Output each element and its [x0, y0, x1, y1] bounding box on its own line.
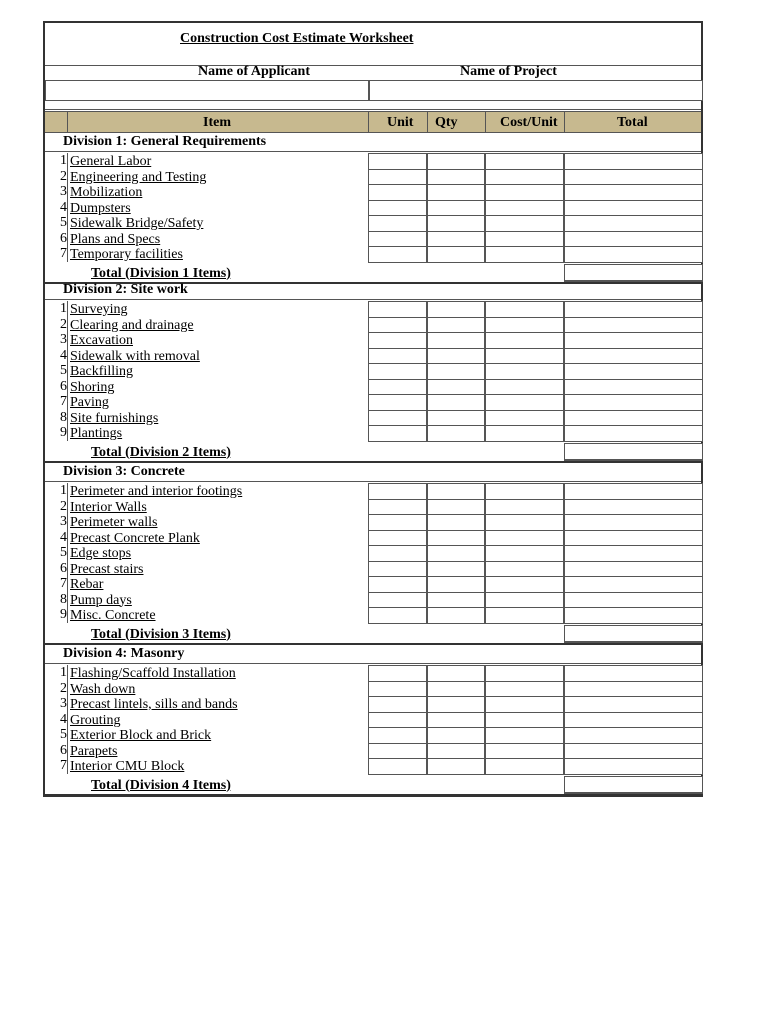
- col-unit: Unit: [387, 115, 414, 130]
- cost-unit-cell[interactable]: [485, 530, 564, 547]
- cost-unit-cell[interactable]: [485, 425, 564, 442]
- item-label: Perimeter and interior footings: [70, 484, 243, 499]
- unit-cell[interactable]: [368, 514, 427, 531]
- item-number: 7: [60, 758, 67, 773]
- total-cell[interactable]: [564, 184, 703, 201]
- cost-unit-cell[interactable]: [485, 499, 564, 516]
- table-row: [45, 576, 701, 592]
- qty-cell[interactable]: [427, 727, 485, 744]
- item-number: 6: [60, 378, 67, 394]
- item-number: 3: [60, 184, 67, 199]
- qty-cell[interactable]: [427, 379, 485, 396]
- total-cell[interactable]: [564, 545, 703, 562]
- cost-unit-cell[interactable]: [485, 301, 564, 318]
- total-cell[interactable]: [564, 727, 703, 744]
- cost-unit-cell[interactable]: [485, 169, 564, 186]
- qty-cell[interactable]: [427, 743, 485, 760]
- item-label: Exterior Block and Brick: [70, 728, 212, 743]
- unit-cell[interactable]: [368, 530, 427, 547]
- cost-unit-cell[interactable]: [485, 665, 564, 682]
- total-cell[interactable]: [564, 743, 703, 760]
- total-cell[interactable]: [564, 696, 703, 713]
- cost-unit-cell[interactable]: [485, 394, 564, 411]
- item-label: Surveying: [70, 302, 128, 317]
- qty-cell[interactable]: [427, 592, 485, 609]
- cost-unit-cell[interactable]: [485, 743, 564, 760]
- total-cell[interactable]: [564, 348, 703, 365]
- unit-cell[interactable]: [368, 499, 427, 516]
- total-cell[interactable]: [564, 246, 703, 263]
- total-cell[interactable]: [564, 530, 703, 547]
- total-cell[interactable]: [564, 561, 703, 578]
- column-header-row: [45, 111, 701, 133]
- divider: [45, 299, 701, 300]
- item-number: 5: [60, 545, 67, 560]
- cost-unit-cell[interactable]: [485, 200, 564, 217]
- item-number: 1: [60, 483, 67, 498]
- item-number: 2: [60, 168, 67, 184]
- unit-cell[interactable]: [368, 301, 427, 318]
- project-label: Name of Project: [460, 64, 557, 79]
- worksheet-title: Construction Cost Estimate Worksheet: [180, 31, 414, 46]
- item-number: 6: [60, 230, 67, 246]
- cost-unit-cell[interactable]: [485, 379, 564, 396]
- table-row: [45, 200, 701, 216]
- table-row: [45, 592, 701, 608]
- cost-unit-cell[interactable]: [485, 561, 564, 578]
- total-cell[interactable]: [564, 169, 703, 186]
- qty-cell[interactable]: [427, 514, 485, 531]
- cost-unit-cell[interactable]: [485, 348, 564, 365]
- item-number: 1: [60, 301, 67, 316]
- division-total-label: Total (Division 2 Items): [91, 444, 231, 460]
- unit-cell[interactable]: [368, 712, 427, 729]
- table-row: [45, 727, 701, 743]
- unit-cell[interactable]: [368, 317, 427, 334]
- total-cell[interactable]: [564, 592, 703, 609]
- table-row: [45, 665, 701, 681]
- qty-cell[interactable]: [427, 200, 485, 217]
- qty-cell[interactable]: [427, 301, 485, 318]
- unit-cell[interactable]: [368, 727, 427, 744]
- item-number: 7: [60, 576, 67, 591]
- item-number: 1: [60, 153, 67, 168]
- table-row: [45, 499, 701, 515]
- cost-unit-cell[interactable]: [485, 607, 564, 624]
- qty-cell[interactable]: [427, 332, 485, 349]
- qty-cell[interactable]: [427, 394, 485, 411]
- item-label: Paving: [70, 395, 109, 410]
- qty-cell[interactable]: [427, 246, 485, 263]
- unit-cell[interactable]: [368, 696, 427, 713]
- unit-cell[interactable]: [368, 592, 427, 609]
- cost-unit-cell[interactable]: [485, 317, 564, 334]
- item-label: Precast lintels, sills and bands: [70, 697, 238, 712]
- unit-cell[interactable]: [368, 607, 427, 624]
- division-heading: Division 3: Concrete: [63, 464, 185, 479]
- item-number: 5: [60, 363, 67, 378]
- qty-cell[interactable]: [427, 712, 485, 729]
- item-label: Engineering and Testing: [70, 169, 207, 185]
- item-number: 2: [60, 680, 67, 696]
- total-cell[interactable]: [564, 483, 703, 500]
- divider: [45, 461, 701, 463]
- item-label: Wash down: [70, 681, 136, 697]
- divider: [45, 151, 701, 152]
- table-row: [45, 561, 701, 577]
- table-row: [45, 169, 701, 185]
- item-number: 4: [60, 711, 67, 727]
- cost-unit-cell[interactable]: [485, 712, 564, 729]
- qty-cell[interactable]: [427, 696, 485, 713]
- cost-unit-cell[interactable]: [485, 231, 564, 248]
- item-label: Grouting: [70, 712, 121, 728]
- cost-unit-cell[interactable]: [485, 727, 564, 744]
- total-cell[interactable]: [564, 153, 703, 170]
- item-label: Perimeter walls: [70, 515, 158, 530]
- table-row: [45, 743, 701, 759]
- item-label: General Labor: [70, 154, 152, 169]
- table-row: [45, 379, 701, 395]
- unit-cell[interactable]: [368, 576, 427, 593]
- unit-cell[interactable]: [368, 379, 427, 396]
- divider: [45, 481, 701, 482]
- applicant-label: Name of Applicant: [198, 64, 310, 79]
- total-cell[interactable]: [564, 332, 703, 349]
- qty-cell[interactable]: [427, 499, 485, 516]
- total-cell[interactable]: [564, 712, 703, 729]
- item-label: Dumpsters: [70, 200, 131, 216]
- qty-cell[interactable]: [427, 483, 485, 500]
- item-number: 3: [60, 696, 67, 711]
- table-row: [45, 712, 701, 728]
- total-cell[interactable]: [564, 410, 703, 427]
- item-number: 3: [60, 332, 67, 347]
- total-cell[interactable]: [564, 394, 703, 411]
- qty-cell[interactable]: [427, 425, 485, 442]
- division-total-cell[interactable]: [564, 625, 703, 643]
- qty-cell[interactable]: [427, 576, 485, 593]
- table-row: [45, 425, 701, 441]
- unit-cell[interactable]: [368, 215, 427, 232]
- item-number: 4: [60, 199, 67, 215]
- item-number: 2: [60, 498, 67, 514]
- item-number: 2: [60, 316, 67, 332]
- qty-cell[interactable]: [427, 607, 485, 624]
- item-number: 7: [60, 246, 67, 261]
- divider: [45, 794, 701, 796]
- total-cell[interactable]: [564, 514, 703, 531]
- unit-cell[interactable]: [368, 200, 427, 217]
- division-total-cell[interactable]: [564, 776, 703, 794]
- qty-cell[interactable]: [427, 363, 485, 380]
- item-label: Excavation: [70, 333, 133, 348]
- cost-unit-cell[interactable]: [485, 576, 564, 593]
- divider: [45, 643, 701, 645]
- total-cell[interactable]: [564, 758, 703, 775]
- qty-cell[interactable]: [427, 665, 485, 682]
- qty-cell[interactable]: [427, 348, 485, 365]
- item-label: Edge stops: [70, 546, 132, 561]
- col-cost-unit: Cost/Unit: [500, 115, 558, 130]
- qty-cell[interactable]: [427, 410, 485, 427]
- table-row: [45, 153, 701, 169]
- item-label: Precast stairs: [70, 561, 144, 577]
- table-row: [45, 317, 701, 333]
- qty-cell[interactable]: [427, 681, 485, 698]
- cost-unit-cell[interactable]: [485, 246, 564, 263]
- item-label: Site furnishings: [70, 410, 159, 426]
- qty-cell[interactable]: [427, 169, 485, 186]
- item-number: 3: [60, 514, 67, 529]
- qty-cell[interactable]: [427, 317, 485, 334]
- item-label: Rebar: [70, 577, 104, 592]
- col-item: Item: [203, 115, 231, 130]
- unit-cell[interactable]: [368, 483, 427, 500]
- total-cell[interactable]: [564, 576, 703, 593]
- item-label: Plantings: [70, 426, 123, 441]
- table-row: [45, 530, 701, 546]
- item-label: Precast Concrete Plank: [70, 530, 200, 546]
- applicant-name-field[interactable]: [45, 80, 369, 101]
- cost-unit-cell[interactable]: [485, 410, 564, 427]
- table-row: [45, 696, 701, 712]
- cost-unit-cell[interactable]: [485, 681, 564, 698]
- divider: [45, 109, 701, 110]
- total-cell[interactable]: [564, 425, 703, 442]
- item-number: 8: [60, 591, 67, 607]
- table-row: [45, 215, 701, 231]
- item-label: Temporary facilities: [70, 247, 183, 262]
- unit-cell[interactable]: [368, 743, 427, 760]
- table-row: [45, 483, 701, 499]
- table-row: [45, 607, 701, 623]
- item-label: Sidewalk Bridge/Safety: [70, 216, 204, 231]
- cost-unit-cell[interactable]: [485, 332, 564, 349]
- item-label: Sidewalk with removal: [70, 348, 200, 364]
- qty-cell[interactable]: [427, 184, 485, 201]
- division-heading: Division 4: Masonry: [63, 646, 185, 661]
- total-cell[interactable]: [564, 681, 703, 698]
- division-total-cell[interactable]: [564, 264, 703, 282]
- cost-unit-cell[interactable]: [485, 758, 564, 775]
- unit-cell[interactable]: [368, 758, 427, 775]
- cost-unit-cell[interactable]: [485, 483, 564, 500]
- table-row: [45, 332, 701, 348]
- unit-cell[interactable]: [368, 363, 427, 380]
- cost-unit-cell[interactable]: [485, 363, 564, 380]
- qty-cell[interactable]: [427, 231, 485, 248]
- unit-cell[interactable]: [368, 665, 427, 682]
- table-row: [45, 394, 701, 410]
- table-row: [45, 184, 701, 200]
- item-number: 6: [60, 560, 67, 576]
- col-total: Total: [617, 115, 648, 130]
- cost-unit-cell[interactable]: [485, 514, 564, 531]
- table-row: [45, 301, 701, 317]
- division-total-cell[interactable]: [564, 443, 703, 461]
- unit-cell[interactable]: [368, 231, 427, 248]
- table-row: [45, 231, 701, 247]
- qty-cell[interactable]: [427, 758, 485, 775]
- unit-cell[interactable]: [368, 169, 427, 186]
- col-qty: Qty: [435, 115, 458, 130]
- item-label: Interior Walls: [70, 499, 147, 515]
- item-number: 5: [60, 727, 67, 742]
- division-heading: Division 2: Site work: [63, 282, 188, 297]
- item-label: Parapets: [70, 743, 118, 759]
- unit-cell[interactable]: [368, 348, 427, 365]
- cost-unit-cell[interactable]: [485, 592, 564, 609]
- qty-cell[interactable]: [427, 153, 485, 170]
- unit-cell[interactable]: [368, 246, 427, 263]
- qty-cell[interactable]: [427, 561, 485, 578]
- unit-cell[interactable]: [368, 561, 427, 578]
- division-heading: Division 1: General Requirements: [63, 134, 267, 149]
- unit-cell[interactable]: [368, 184, 427, 201]
- divider: [45, 65, 701, 66]
- table-row: [45, 410, 701, 426]
- table-row: [45, 348, 701, 364]
- table-row: [45, 363, 701, 379]
- table-row: [45, 758, 701, 774]
- total-cell[interactable]: [564, 607, 703, 624]
- item-label: Backfilling: [70, 364, 133, 379]
- total-cell[interactable]: [564, 200, 703, 217]
- total-cell[interactable]: [564, 215, 703, 232]
- cost-unit-cell[interactable]: [485, 215, 564, 232]
- item-number: 8: [60, 409, 67, 425]
- unit-cell[interactable]: [368, 332, 427, 349]
- division-total-label: Total (Division 4 Items): [91, 777, 231, 793]
- item-label: Interior CMU Block: [70, 759, 185, 774]
- table-row: [45, 545, 701, 561]
- total-cell[interactable]: [564, 301, 703, 318]
- qty-cell[interactable]: [427, 545, 485, 562]
- division-total-label: Total (Division 3 Items): [91, 626, 231, 642]
- table-row: [45, 246, 701, 262]
- unit-cell[interactable]: [368, 410, 427, 427]
- item-label: Pump days: [70, 592, 132, 608]
- cost-unit-cell[interactable]: [485, 153, 564, 170]
- unit-cell[interactable]: [368, 681, 427, 698]
- item-label: Clearing and drainage: [70, 317, 194, 333]
- cost-unit-cell[interactable]: [485, 545, 564, 562]
- total-cell[interactable]: [564, 231, 703, 248]
- item-label: Shoring: [70, 379, 115, 395]
- unit-cell[interactable]: [368, 425, 427, 442]
- item-number: 5: [60, 215, 67, 230]
- divider: [45, 663, 701, 664]
- item-number: 9: [60, 607, 67, 622]
- cost-unit-cell[interactable]: [485, 184, 564, 201]
- table-row: [45, 681, 701, 697]
- item-number: 6: [60, 742, 67, 758]
- item-number: 4: [60, 529, 67, 545]
- item-label: Flashing/Scaffold Installation: [70, 666, 236, 681]
- item-label: Plans and Specs: [70, 231, 161, 247]
- project-name-field[interactable]: [369, 80, 703, 101]
- qty-cell[interactable]: [427, 530, 485, 547]
- item-label: Mobilization: [70, 185, 143, 200]
- total-cell[interactable]: [564, 665, 703, 682]
- total-cell[interactable]: [564, 317, 703, 334]
- item-number: 4: [60, 347, 67, 363]
- item-number: 7: [60, 394, 67, 409]
- item-number: 1: [60, 665, 67, 680]
- unit-cell[interactable]: [368, 153, 427, 170]
- qty-cell[interactable]: [427, 215, 485, 232]
- division-total-label: Total (Division 1 Items): [91, 265, 231, 281]
- total-cell[interactable]: [564, 379, 703, 396]
- unit-cell[interactable]: [368, 394, 427, 411]
- cost-unit-cell[interactable]: [485, 696, 564, 713]
- item-number: 9: [60, 425, 67, 440]
- total-cell[interactable]: [564, 499, 703, 516]
- worksheet-table: [43, 21, 703, 797]
- unit-cell[interactable]: [368, 545, 427, 562]
- table-row: [45, 514, 701, 530]
- total-cell[interactable]: [564, 363, 703, 380]
- item-label: Misc. Concrete: [70, 608, 156, 623]
